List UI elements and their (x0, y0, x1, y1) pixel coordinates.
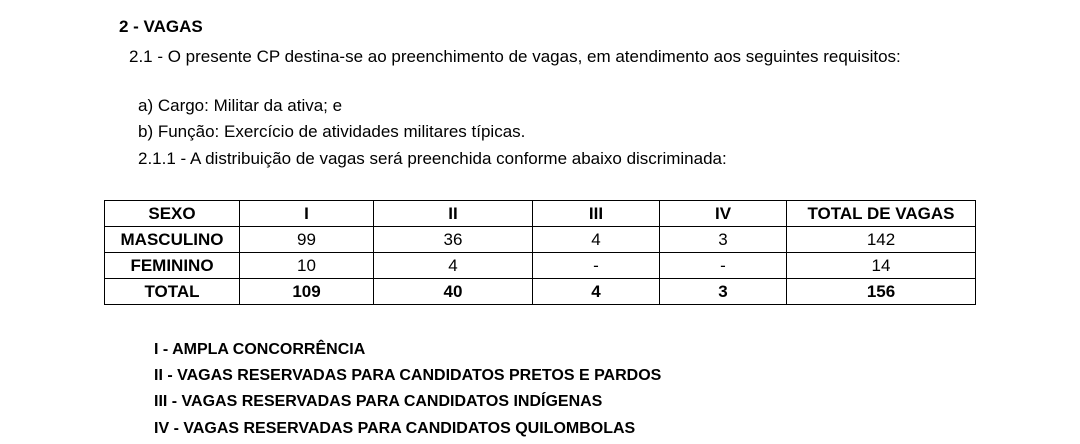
table-cell: 3 (660, 227, 787, 253)
row-label: FEMININO (105, 253, 240, 279)
paragraph-2-1 (105, 44, 979, 70)
vagas-table (104, 200, 976, 305)
header-sexo: SEXO (105, 201, 240, 227)
table-row (105, 227, 976, 253)
paragraph-2-1-1: 2.1.1 - A distribuição de vagas será preenchida conforme abaixo discriminada: (138, 149, 727, 168)
header-ii: II (374, 201, 533, 227)
header-iii: III (533, 201, 660, 227)
legend-pretos-pardos: II - VAGAS RESERVADAS PARA CANDIDATOS PRETOS E PARDOS (154, 367, 662, 384)
legend-indigenas: III - VAGAS RESERVADAS PARA CANDIDATOS INDÍGENAS (154, 393, 603, 410)
section-heading: 2 - VAGAS (119, 17, 203, 36)
header-i: I (240, 201, 374, 227)
table-cell: 36 (374, 227, 533, 253)
paragraph-2-1-text: 2.1 - O presente CP destina-se ao preenchimento de vagas, em atendimento aos seguintes requisitos: (129, 47, 901, 66)
header-total-de-vagas: TOTAL DE VAGAS (787, 201, 976, 227)
table-row (105, 253, 976, 279)
legend-quilombolas: IV - VAGAS RESERVADAS PARA CANDIDATOS QUILOMBOLAS (154, 420, 636, 437)
table-cell: - (533, 253, 660, 279)
table-cell: 109 (240, 279, 374, 305)
table-total-row (105, 279, 976, 305)
row-label: TOTAL (105, 279, 240, 305)
table-cell: 40 (374, 279, 533, 305)
header-iv: IV (660, 201, 787, 227)
table-cell: 4 (533, 279, 660, 305)
table-cell: 10 (240, 253, 374, 279)
table-cell: 142 (787, 227, 976, 253)
table-header-row (105, 201, 976, 227)
requirement-cargo: a) Cargo: Militar da ativa; e (138, 96, 343, 115)
table-cell: 14 (787, 253, 976, 279)
table-cell: 4 (374, 253, 533, 279)
table-cell: 3 (660, 279, 787, 305)
row-label: MASCULINO (105, 227, 240, 253)
table-cell: 4 (533, 227, 660, 253)
table-cell: - (660, 253, 787, 279)
legend-ampla-concorrencia: I - AMPLA CONCORRÊNCIA (154, 341, 366, 358)
table-cell: 156 (787, 279, 976, 305)
table-cell: 99 (240, 227, 374, 253)
requirement-funcao: b) Função: Exercício de atividades militares típicas. (138, 122, 526, 141)
